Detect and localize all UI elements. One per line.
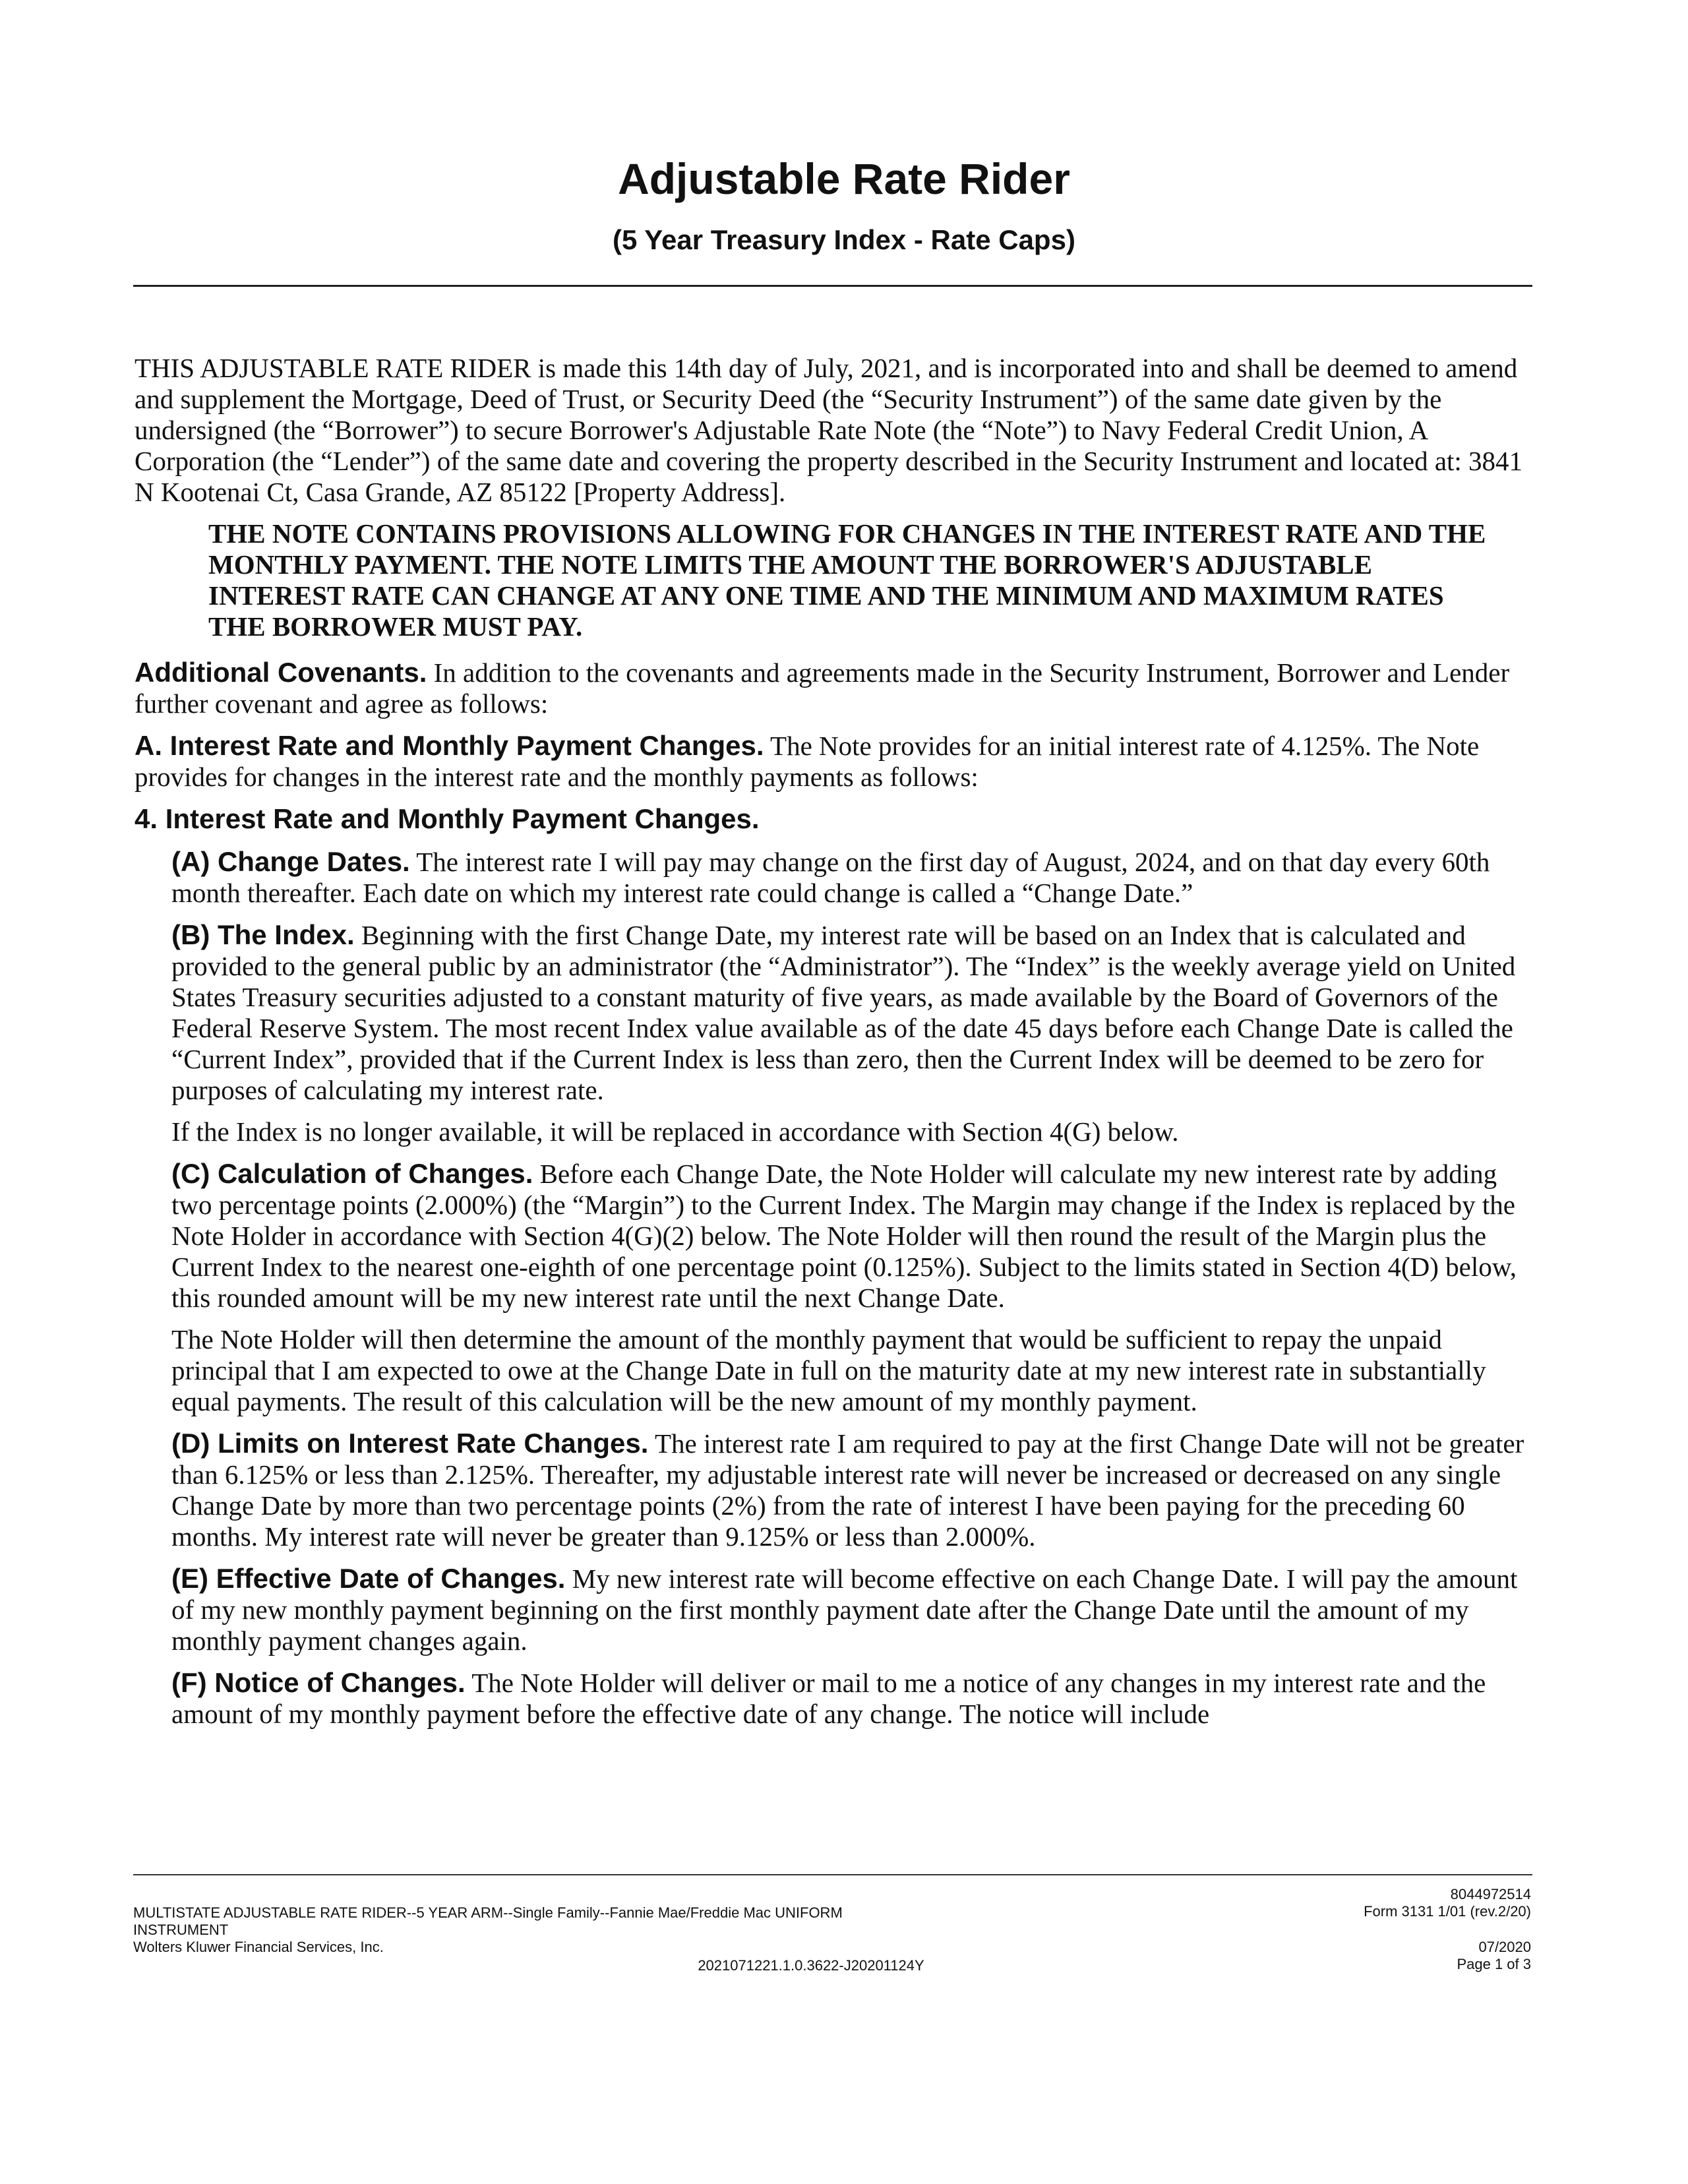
subsection-c-text: Before each Change Date, the Note Holder will calculate my new interest rate by adding two percentage points (2.000%) (the “Margin”) to the Current Index. The Margin may change if the Index is replaced by the Note Holder in accordance with Section 4(G)(2) below. The Note Holder will then round the result of the Margin plus the Current Index to the nearest one-eighth of one percentage point (0.125%). Subject to the limits stated in Section 4(D) below, this rounded amount will be my new interest rate until the next Change Date.	[171, 1159, 1517, 1313]
footer-left	[133, 1904, 990, 1956]
intro-lead: THIS ADJUSTABLE RATE RIDER	[135, 353, 531, 383]
subsection-a	[171, 846, 1532, 909]
subsection-c-heading: (C) Calculation of Changes.	[171, 1158, 533, 1189]
subsection-d	[171, 1428, 1532, 1552]
footer-form-date: 07/2020	[1478, 1939, 1531, 1955]
footer-center-code: 2021071221.1.0.3622-J20201124Y	[698, 1957, 924, 1974]
subsection-d-heading: (D) Limits on Interest Rate Changes.	[171, 1428, 649, 1459]
subsection-b-heading: (B) The Index.	[171, 919, 355, 950]
subsection-b-text: Beginning with the first Change Date, my interest rate will be based on an Index that is calculated and provided to the general public by an administrator (the “Administrator”). The “Index” is the weekly average yield on United States Treasury securities adjusted to a constant maturity of five years, as made available by the Board of Governors of the Federal Reserve System. The most recent Index value available as of the date 45 days before each Change Date is called the “Current Index”, provided that if the Current Index is less than zero, then the Current Index will be deemed to be zero for purposes of calculating my interest rate.	[171, 920, 1516, 1105]
subsection-e-text: My new interest rate will become effective on each Change Date. I will pay the amount of my new monthly payment beginning on the first monthly payment date after the Change Date until the amount of my monthly payment changes again.	[171, 1563, 1518, 1656]
subsection-b	[171, 919, 1532, 1106]
subsection-c	[171, 1158, 1532, 1314]
document-title: Adjustable Rate Rider	[618, 154, 1070, 203]
footer-form-title: MULTISTATE ADJUSTABLE RATE RIDER--5 YEAR ARM--Single Family--Fannie Mae/Freddie Mac UNIFORM	[133, 1904, 843, 1921]
subsection-f-heading: (F) Notice of Changes.	[171, 1667, 466, 1698]
section-4-heading: 4. Interest Rate and Monthly Payment Changes.	[135, 803, 760, 834]
intro-text: is made this 14th day of July, 2021, and is incorporated into and shall be deemed to amend and supplement the Mortgage, Deed of Trust, or Security Deed (the “Security Instrument”) of the same date given by the undersigned (the “Borrower”) to secure Borrower's Adjustable Rate Note (the “Note”) to Navy Federal Credit Union, A Corporation (the “Lender”) of the same date and covering the property described in the Security Instrument and located at: 3841 N Kootenai Ct, Casa Grande, AZ 85122 [Property Address].	[135, 353, 1523, 507]
subsection-e	[171, 1563, 1532, 1656]
document-body	[135, 353, 1532, 1740]
footer-form-number: Form 3131 1/01 (rev.2/20)	[1364, 1903, 1531, 1920]
covenants-heading: Additional Covenants.	[135, 657, 427, 688]
notice-paragraph: THE NOTE CONTAINS PROVISIONS ALLOWING FOR CHANGES IN THE INTEREST RATE AND THE MONTHLY PAYMENT. THE NOTE LIMITS THE AMOUNT THE BORROWER'S ADJUSTABLE INTEREST RATE CAN CHANGE AT ANY ONE TIME AND THE MINIMUM AND MAXIMUM RATES THE BORROWER MUST PAY.	[208, 518, 1486, 642]
subsection-a-text: The interest rate I will pay may change on the first day of August, 2024, and on that day every 60th month thereafter. Each date on which my interest rate could change is called a “Change Date.”	[171, 847, 1490, 908]
subsection-b-para2: If the Index is no longer available, it will be replaced in accordance with Section 4(G) below.	[171, 1116, 1179, 1147]
page-number: Page 1 of 3	[1457, 1956, 1531, 1972]
header-divider	[133, 285, 1532, 287]
footer-form-title-cont: INSTRUMENT	[133, 1922, 229, 1938]
covenants-text: In addition to the covenants and agreements made in the Security Instrument, Borrower and Lender further covenant and agree as follows:	[135, 657, 1510, 719]
footer-right	[1233, 1886, 1531, 1973]
section-a-text: The Note provides for an initial interest rate of 4.125%. The Note provides for changes in the interest rate and the monthly payments as follows:	[135, 731, 1480, 792]
section-a-heading: A. Interest Rate and Monthly Payment Changes.	[135, 730, 764, 761]
section-a-paragraph	[135, 730, 1532, 793]
subsection-f-text: The Note Holder will deliver or mail to me a notice of any changes in my interest rate and the amount of my monthly payment before the effective date of any change. The notice will include	[171, 1668, 1486, 1729]
footer-divider	[133, 1874, 1532, 1875]
subsection-e-heading: (E) Effective Date of Changes.	[171, 1563, 566, 1594]
subsection-c-para2: The Note Holder will then determine the amount of the monthly payment that would be sufficient to repay the unpaid principal that I am expected to owe at the Change Date in full on the maturity date at my new interest rate in substantially equal payments. The result of this calculation will be the new amount of my monthly payment.	[171, 1324, 1486, 1416]
footer-loan-id: 8044972514	[1450, 1886, 1531, 1902]
subsection-f	[171, 1667, 1532, 1730]
covenants-paragraph	[135, 657, 1532, 719]
document-subtitle: (5 Year Treasury Index - Rate Caps)	[613, 224, 1075, 255]
intro-paragraph	[135, 353, 1532, 508]
subsection-d-text: The interest rate I am required to pay at the first Change Date will not be greater than 6.125% or less than 2.125%. Thereafter, my adjustable interest rate will never be increased or decreased on any single Change Date by more than two percentage points (2%) from the rate of interest I have been paying for the preceding 60 months. My interest rate will never be greater than 9.125% or less than 2.000%.	[171, 1428, 1524, 1552]
subsection-a-heading: (A) Change Dates.	[171, 846, 410, 877]
footer-publisher: Wolters Kluwer Financial Services, Inc.	[133, 1939, 384, 1955]
